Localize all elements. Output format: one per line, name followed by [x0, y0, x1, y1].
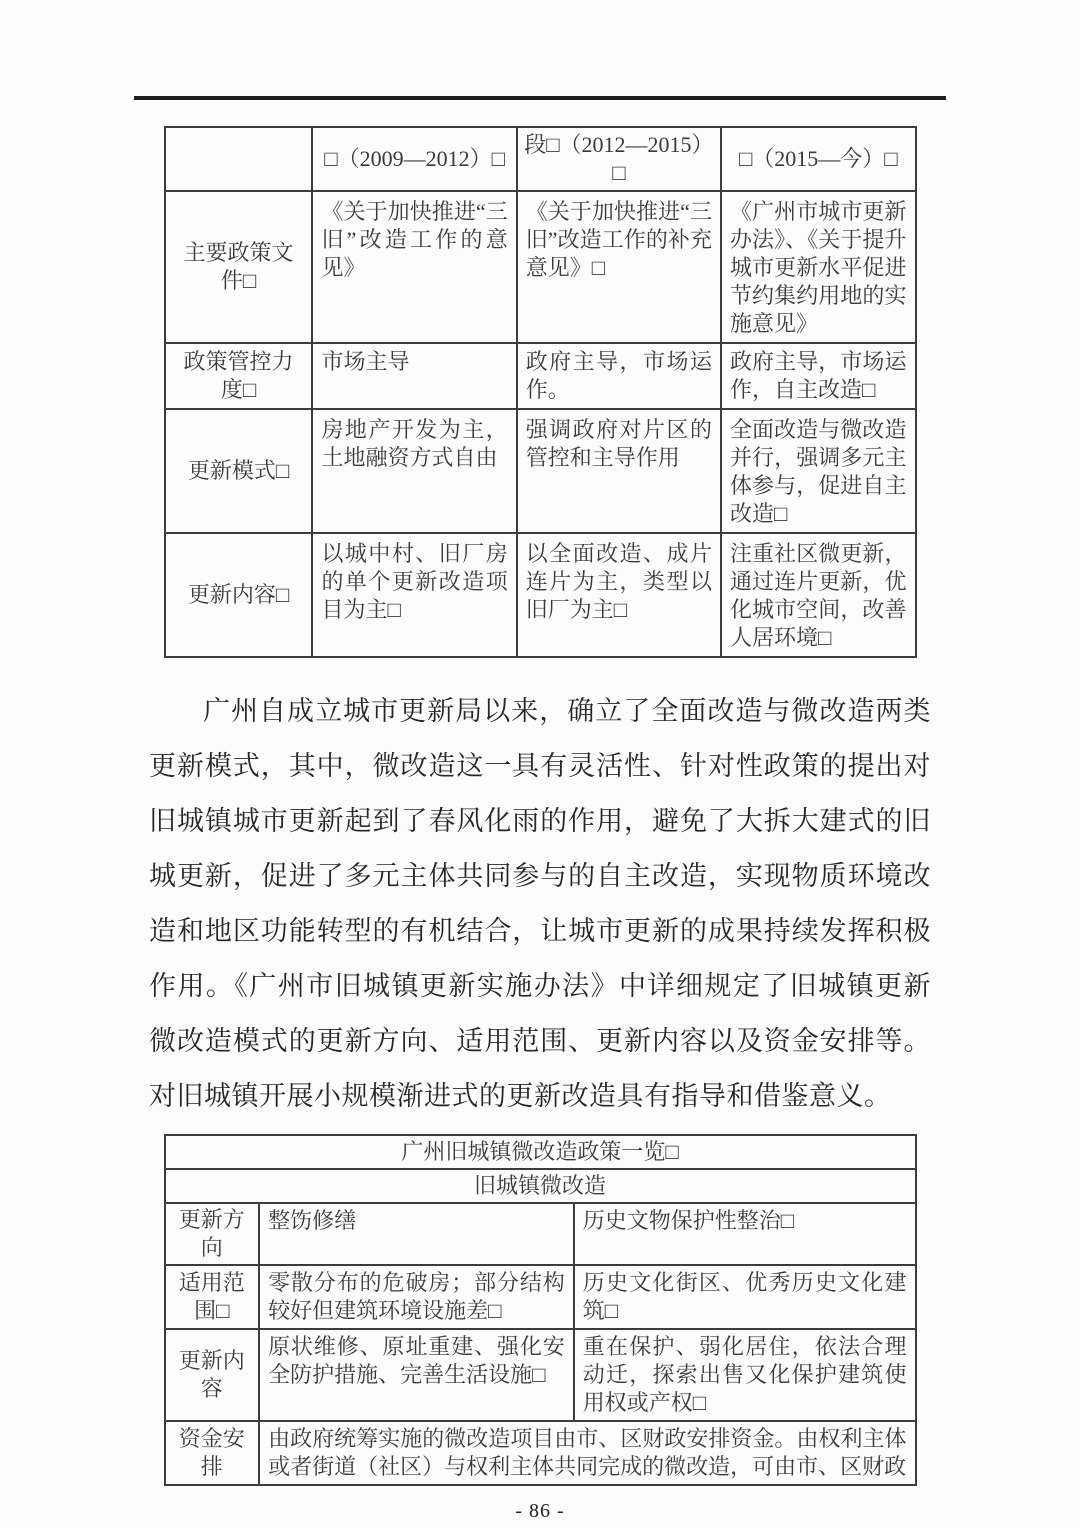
row-label: 更新方向: [165, 1203, 260, 1265]
table1-row-renewal-content: [165, 533, 916, 657]
table-cell: 历史文物保护性整治□: [574, 1203, 916, 1265]
row-label: 更新内容□: [165, 533, 313, 657]
table2-subtitle: 旧城镇微改造: [165, 1169, 916, 1203]
table2-title-row: [165, 1135, 916, 1169]
table2-row-funding: [165, 1421, 916, 1485]
table-cell: 政府主导，市场运作，自主改造□: [721, 343, 916, 409]
table-cell: 重在保护、弱化居住，依法合理动迁，探索出售又化保护建筑使用权或产权□: [574, 1329, 916, 1421]
table-cell: 市场主导: [312, 343, 516, 409]
table2-row-applicable-scope: [165, 1265, 916, 1329]
table-cell: 强调政府对片区的管控和主导作用: [517, 409, 721, 533]
table-cell: 原状维修、原址重建、强化安全防护措施、完善生活设施□: [259, 1329, 574, 1421]
row-label: 更新模式□: [165, 409, 313, 533]
table-cell: 以全面改造、成片连片为主，类型以旧厂为主□: [517, 533, 721, 657]
table1-row-renewal-mode: [165, 409, 916, 533]
table2-subtitle-row: [165, 1169, 916, 1203]
table1-header-period1: □（2009—2012）□: [312, 127, 516, 191]
table-cell: 以城中村、旧厂房的单个更新改造项目为主□: [312, 533, 516, 657]
body-paragraph: 广州自成立城市更新局以来，确立了全面改造与微改造两类更新模式，其中，微改造这一具有灵活性、针对性政策的提出对旧城镇城市更新起到了春风化雨的作用，避免了大拆大建式的旧城更新，促进了多元主体共同参与的自主改造，实现物质环境改造和地区功能转型的有机结合，让城市更新的成果持续发挥积极作用。《广州市旧城镇更新实施办法》中详细规定了旧城镇更新微改造模式的更新方向、适用范围、更新内容以及资金安排等。对旧城镇开展小规模渐进式的更新改造具有指导和借鉴意义。: [149, 696, 931, 1111]
row-label: 政策管控力度□: [165, 343, 313, 409]
table1-row-policy-control: [165, 343, 916, 409]
row-label: 更新内容: [165, 1329, 260, 1421]
row-label: 主要政策文件□: [165, 191, 313, 343]
table1-header-row: [165, 127, 916, 191]
table2-row-renewal-direction: [165, 1203, 916, 1265]
table1-header-period2: 段□（2012—2015）□: [517, 127, 721, 191]
row-label: 资金安排: [165, 1421, 260, 1485]
table-cell: 政府主导，市场运作。: [517, 343, 721, 409]
policy-phase-comparison-table: [164, 126, 917, 658]
page-header-rule: [134, 96, 946, 100]
table-cell: 历史文化街区、优秀历史文化建筑□: [574, 1265, 916, 1329]
table1-row-policy-documents: [165, 191, 916, 343]
table-cell: 由政府统筹实施的微改造项目由市、区财政安排资金。由权利主体或者街道（社区）与权利主体共同完成的微改造，可由市、区财政: [259, 1421, 915, 1485]
table-cell: 零散分布的危破房；部分结构较好但建筑环境设施差□: [259, 1265, 574, 1329]
table-cell: 全面改造与微改造并行，强调多元主体参与，促进自主改造□: [721, 409, 916, 533]
table1-header-period3: □（2015—今）□: [721, 127, 916, 191]
table-cell: 《关于加快推进“三旧”改造工作的补充意见》□: [517, 191, 721, 343]
table2-row-renewal-content: [165, 1329, 916, 1421]
table1-header-empty: [165, 127, 313, 191]
table-cell: 房地产开发为主，土地融资方式自由: [312, 409, 516, 533]
table-cell: 注重社区微更新，通过连片更新，优化城市空间，改善人居环境□: [721, 533, 916, 657]
page-number: - 86 -: [515, 1500, 565, 1522]
row-label: 适用范围□: [165, 1265, 260, 1329]
micro-renovation-policy-table: [164, 1134, 917, 1486]
table-cell: 整饬修缮: [259, 1203, 574, 1265]
table-cell: 《关于加快推进“三旧”改造工作的意见》: [312, 191, 516, 343]
table2-title: 广州旧城镇微改造政策一览□: [165, 1135, 916, 1169]
table-cell: 《广州市城市更新办法》、《关于提升城市更新水平促进节约集约用地的实施意见》: [721, 191, 916, 343]
